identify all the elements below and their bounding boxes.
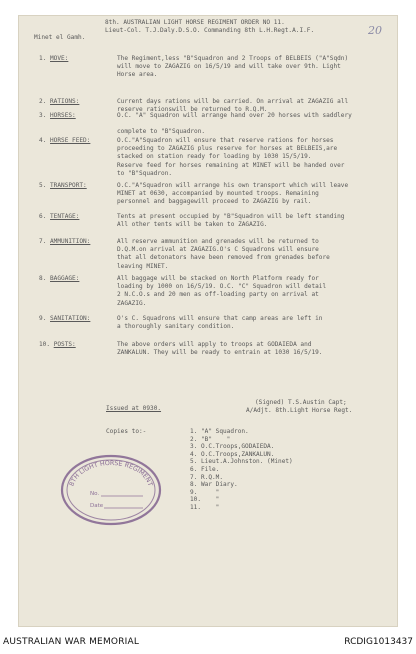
regiment-stamp <box>59 452 163 527</box>
issued-time: Issued at 0930. <box>106 405 162 412</box>
copy-recipient: 2. "B" " <box>190 435 231 443</box>
commander-line: Lieut-Col. T.J.Daly.D.S.O. Commanding 8th L.H.Regt.A.I.F. <box>105 27 315 34</box>
section-line: personnel and baggagewill proceed to ZAGAZIG by rail. <box>117 198 312 206</box>
section-body <box>117 213 344 229</box>
section-number: 2. <box>39 98 47 105</box>
section-title: BAGGAGE: <box>50 275 80 282</box>
section-line: a thoroughly sanitary condition. <box>117 323 235 331</box>
section-heading <box>39 275 79 283</box>
section-number: 1. <box>39 55 47 62</box>
copy-recipient: 6. File. <box>190 465 220 473</box>
section-line: All reserve ammunition and grenades will be returned to <box>117 238 319 245</box>
section-line: All other tents will be taken to ZAGAZIG. <box>117 221 268 229</box>
section-line: Current days rations will be carried. On arrival at ZAGAZIG all <box>117 98 349 105</box>
section-number: 4. <box>39 137 47 144</box>
section-title: HORSES: <box>50 112 76 119</box>
section-title: HORSE FEED: <box>50 137 91 144</box>
section-number: 7. <box>39 238 47 245</box>
section-line <box>117 120 352 128</box>
section-line: Tents at present occupied by "B"Squadron will be left standing <box>117 213 345 220</box>
stamp-ring-text: 8TH LIGHT HORSE REGIMENT <box>68 459 154 488</box>
section-line: O's C. Squadrons will ensure that camp areas are left in <box>117 315 323 322</box>
signature-title: A/Adjt. 8th.Light Horse Regt. <box>246 407 353 414</box>
section-line: to "B"Squadron. <box>117 169 173 177</box>
signature-line: (Signed) T.S.Austin Capt; <box>255 399 347 406</box>
section-body <box>117 275 326 308</box>
stamp-date-label: Date <box>90 503 104 509</box>
copy-recipient: 8. War Diary. <box>190 481 238 489</box>
section-heading <box>39 315 90 323</box>
section-title: SANITATION: <box>50 315 91 322</box>
copy-recipient: 7. R.Q.M. <box>190 473 224 481</box>
section-line: stacked on station ready for loading by 1030 15/5/19. <box>117 153 312 161</box>
section-line: leaving MINET. <box>117 262 169 270</box>
section-number: 3. <box>39 112 47 119</box>
section-line: that all detonators have been removed from grenades before <box>117 254 330 262</box>
section-heading <box>39 55 68 63</box>
section-number: 9. <box>39 315 47 322</box>
copies-label: Copies to:- <box>106 428 147 435</box>
copy-recipient: 5. Lieut.A.Johnston. (Minet) <box>190 458 293 466</box>
copy-recipient: 9. " <box>190 488 220 496</box>
section-line: complete to "B"Squadron. <box>117 128 206 136</box>
section-line: All baggage will be stacked on North Platform ready for <box>117 275 319 282</box>
section-line: loading by 1000 on 16/5/19. O.C. "C" Squadron will detail <box>117 283 327 291</box>
section-body <box>117 315 322 331</box>
section-title: POSTS: <box>53 341 76 348</box>
order-title: 8th. AUSTRALIAN LIGHT HORSE REGIMENT ORDER NO 11. <box>105 19 285 26</box>
section-line: MINET at 0630, accompanied by mounted troops. Remaining <box>117 190 319 198</box>
archive-name: AUSTRALIAN WAR MEMORIAL <box>3 637 140 647</box>
section-line: reserve rationswill be returned to R.Q.M. <box>117 106 268 114</box>
section-title: TRANSPORT: <box>50 182 87 189</box>
copy-recipient: 11. " <box>190 503 220 511</box>
location-line: Minet el Gamh. <box>34 34 86 41</box>
copies-list <box>190 428 293 512</box>
section-heading <box>39 112 76 120</box>
section-title: RATIONS: <box>50 98 80 105</box>
section-number: 8. <box>39 275 47 282</box>
section-line: The Regiment,less "B"Squadron and 2 Troops of BELBEIS ("A"Sqdn) <box>117 55 349 62</box>
section-title: AMMUNITION: <box>50 238 91 245</box>
section-number: 10. <box>39 341 51 348</box>
section-number: 6. <box>39 213 47 220</box>
section-title: MOVE: <box>50 55 69 62</box>
section-heading <box>39 137 90 145</box>
section-line: Horse area. <box>117 71 158 79</box>
section-heading <box>39 98 79 106</box>
footer-bar <box>0 633 416 654</box>
copy-recipient: 3. O.C.Troops,GODAIEDA. <box>190 443 275 451</box>
page-number: 20 <box>368 24 382 37</box>
section-heading <box>39 182 87 190</box>
section-body <box>117 137 344 178</box>
copy-recipient: 10. " <box>190 496 220 504</box>
section-body <box>117 182 348 207</box>
section-line: will move to ZAGAZIG on 16/5/19 and will take over 9th. Light <box>117 63 341 71</box>
section-line: ZANKALUN. They will be ready to entrain at 1030 16/5/19. <box>117 349 323 357</box>
section-line: O.C. "A" Squadron will arrange hand over 20 horses with saddlery <box>117 112 352 119</box>
section-line: The above orders will apply to troops at GODAIEDA and <box>117 341 312 348</box>
copy-recipient: 1. "A" Squadron. <box>190 428 249 435</box>
copy-recipient: 4. O.C.Troops,ZANKALUN. <box>190 450 275 458</box>
section-line: proceeding to ZAGAZIG plus reserve for horses at BELBEIS,are <box>117 145 338 153</box>
section-title: TENTAGE: <box>50 213 80 220</box>
document-page <box>19 16 397 626</box>
section-line: ZAGAZIG. <box>117 299 147 307</box>
section-number: 5. <box>39 182 47 189</box>
section-body <box>117 112 352 137</box>
section-body <box>117 55 348 80</box>
stamp-no-label: No. <box>90 491 100 497</box>
section-line: O.C."A"Squadron will ensure that reserve rations for horses <box>117 137 334 144</box>
section-heading <box>39 213 79 221</box>
section-line: D.Q.M.on arrival at ZAGAZIG.O's C Squadrons will ensure <box>117 246 319 254</box>
section-line: Reserve feed for horses remaining at MINET will be handed over <box>117 161 345 169</box>
section-body <box>117 238 330 271</box>
section-heading <box>39 341 76 349</box>
record-id: RCDIG1013437 <box>344 637 413 647</box>
section-line: 2 N.C.O.s and 20 men as off-loading party on arrival at <box>117 291 319 299</box>
section-line: O.C."A"Squadron will arrange his own transport which will leave <box>117 182 349 189</box>
section-body <box>117 341 322 357</box>
section-heading <box>39 238 90 246</box>
